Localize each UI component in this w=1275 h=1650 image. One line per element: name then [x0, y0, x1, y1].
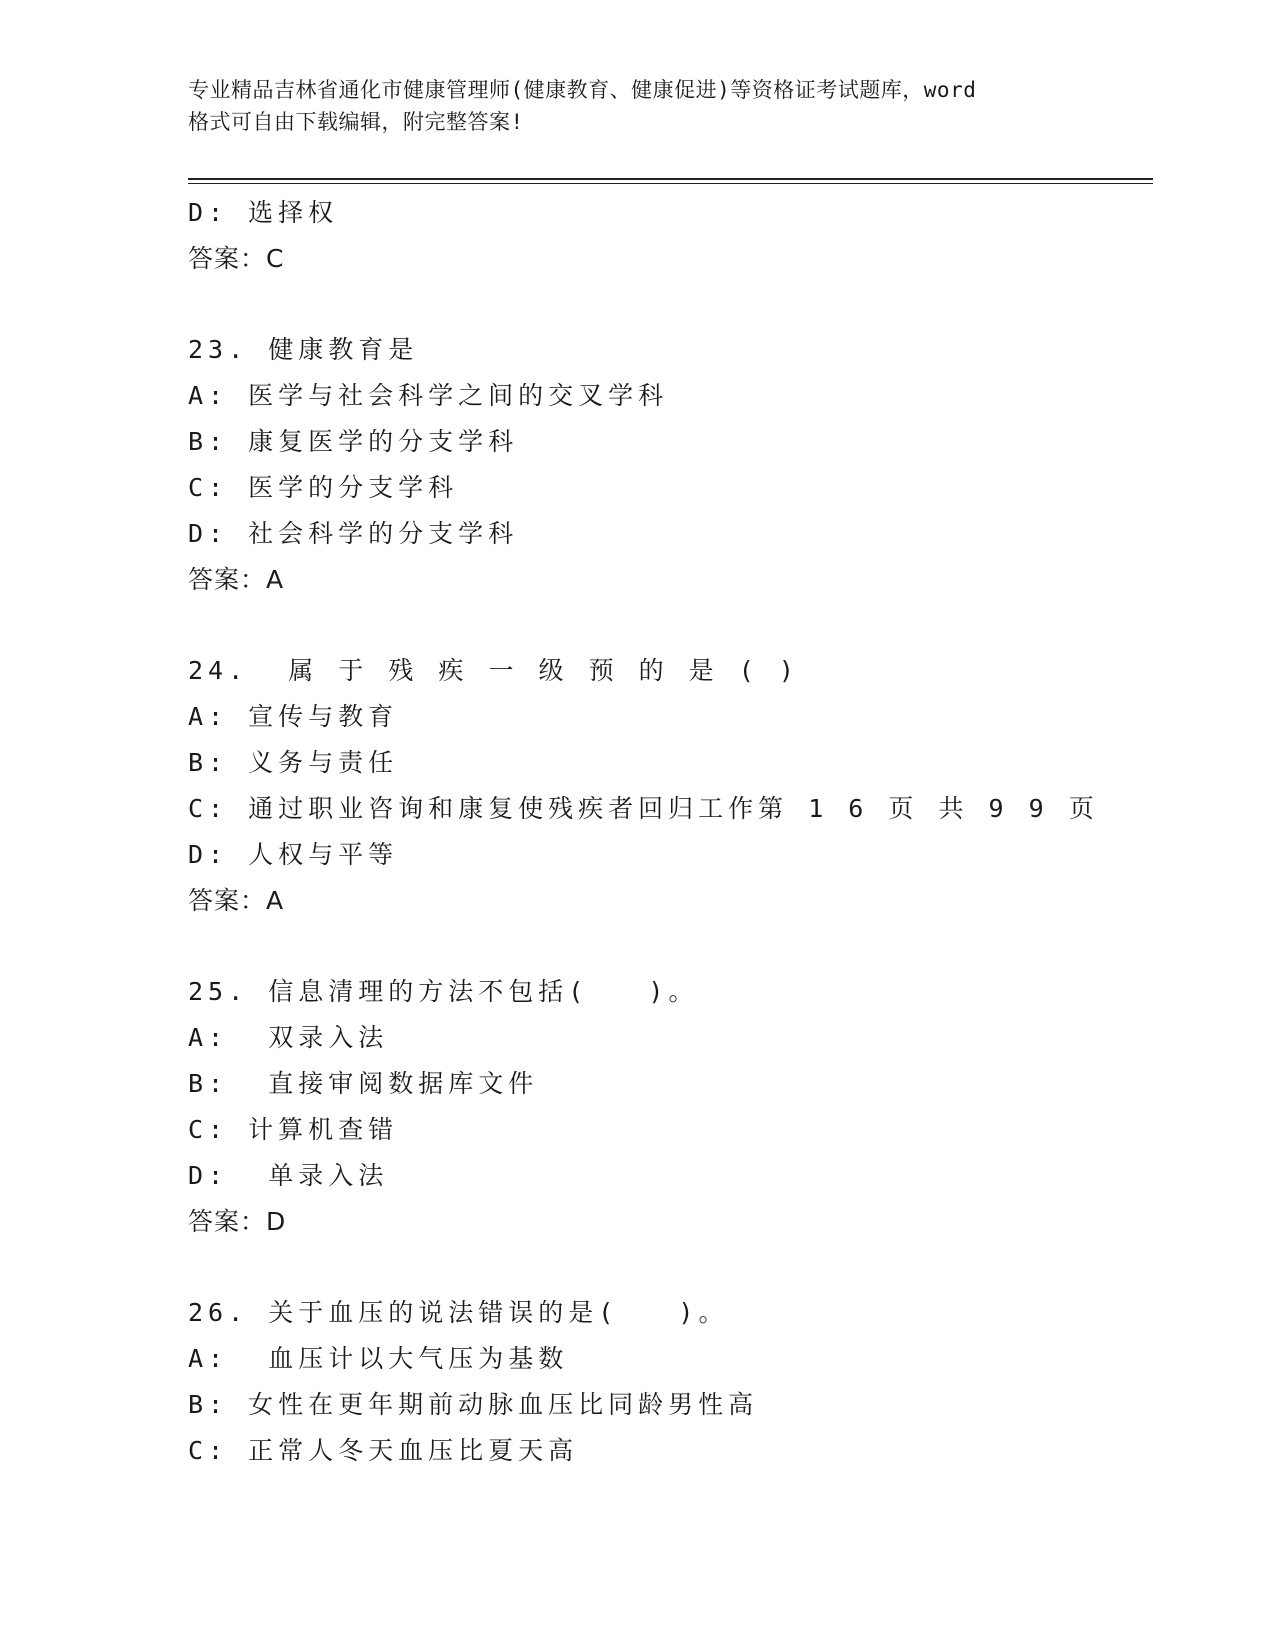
option-a: A: 血压计以大气压为基数 — [188, 1344, 569, 1373]
option-c: C: 计算机查错 — [188, 1115, 399, 1144]
answer-line: 答案：C — [188, 244, 285, 273]
option-d: D: 社会科学的分支学科 — [188, 519, 519, 548]
document-header — [188, 74, 1088, 138]
answer-line: 答案：A — [188, 886, 285, 915]
option-d: D: 单录入法 — [188, 1161, 389, 1190]
question-stem: 24. 属 于 残 疾 一 级 预 的 是 ( ) — [188, 656, 799, 685]
answer-line: 答案：A — [188, 565, 285, 594]
question-gap — [188, 603, 1148, 648]
option-a: A: 医学与社会科学之间的交叉学科 — [188, 381, 669, 410]
question-22-tail — [188, 190, 1148, 282]
question-list — [188, 190, 1148, 1474]
header-title-line-1: 专业精品吉林省通化市健康管理师(健康教育、健康促进)等资格证考试题库，word — [188, 78, 977, 102]
option-b: B: 女性在更年期前动脉血压比同龄男性高 — [188, 1390, 759, 1419]
option-d: D: 人权与平等 — [188, 840, 399, 869]
header-title-line-2: 格式可自由下载编辑，附完整答案! — [188, 110, 524, 134]
option-a: A: 双录入法 — [188, 1023, 389, 1052]
question-stem: 26. 关于血压的说法错误的是( )。 — [188, 1298, 729, 1327]
question-gap — [188, 282, 1148, 327]
option-b: B: 直接审阅数据库文件 — [188, 1069, 539, 1098]
option-b: B: 义务与责任 — [188, 748, 399, 777]
header-divider-thin — [188, 183, 1153, 184]
answer-line: 答案：D — [188, 1207, 287, 1236]
question-stem: 23. 健康教育是 — [188, 335, 419, 364]
header-divider-thick — [188, 178, 1153, 180]
option-c: C: 医学的分支学科 — [188, 473, 459, 502]
option-a: A: 宣传与教育 — [188, 702, 399, 731]
question-stem: 25. 信息清理的方法不包括( )。 — [188, 977, 699, 1006]
question-23 — [188, 327, 1148, 603]
question-25 — [188, 969, 1148, 1245]
option-d: D: 选择权 — [188, 198, 339, 227]
option-c: C: 通过职业咨询和康复使残疾者回归工作第 1 6 页 共 9 9 页 — [188, 794, 1099, 823]
question-26 — [188, 1290, 1148, 1474]
question-24 — [188, 648, 1148, 924]
option-b: B: 康复医学的分支学科 — [188, 427, 519, 456]
question-gap — [188, 1245, 1148, 1290]
question-gap — [188, 924, 1148, 969]
option-c: C: 正常人冬天血压比夏天高 — [188, 1436, 579, 1465]
